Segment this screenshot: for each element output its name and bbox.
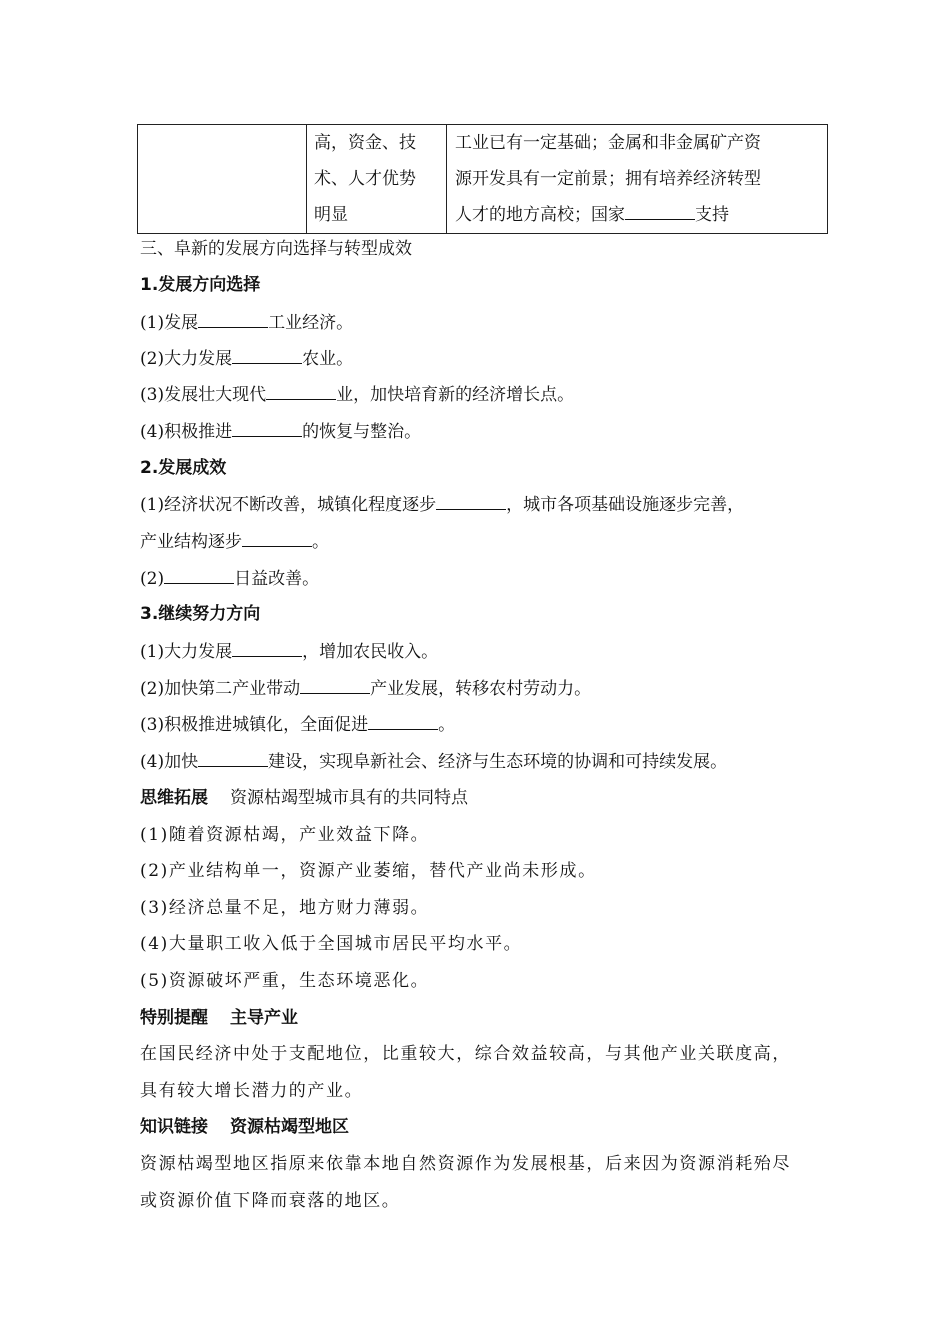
resource-table-fragment: [137, 124, 828, 234]
cell-text: 支持: [695, 205, 729, 225]
text: (4)加快: [140, 752, 199, 772]
paragraph-line: 或资源价值下降而衰落的地区。: [140, 1191, 401, 1211]
fill-blank[interactable]: [242, 529, 312, 547]
paragraph-line: 具有较大增长潜力的产业。: [140, 1081, 364, 1101]
list-item: [140, 382, 574, 407]
box-label: 思维拓展: [140, 788, 208, 808]
list-item: [140, 492, 744, 517]
special-reminder-heading: [140, 1006, 298, 1030]
text: 农业。: [302, 349, 354, 369]
list-item: [140, 346, 353, 371]
fill-blank[interactable]: [266, 382, 336, 400]
box-label: 特别提醒: [140, 1008, 208, 1028]
list-item: [140, 749, 727, 774]
cell-line: 明显: [314, 205, 348, 225]
text: (1)经济状况不断改善，城镇化程度逐步: [140, 495, 437, 515]
text: (1)大力发展: [140, 642, 233, 662]
list-item: (3)经济总量不足，地方财力薄弱。: [140, 898, 430, 918]
box-title: 主导产业: [230, 1008, 298, 1028]
list-item: [140, 566, 319, 591]
fill-blank[interactable]: [368, 712, 438, 730]
table-cell-conditions: [447, 125, 828, 234]
paragraph-line: 资源枯竭型地区指原来依靠本地自然资源作为发展根基，后来因为资源消耗殆尽: [140, 1154, 791, 1174]
subsection-title: 2.发展成效: [140, 458, 227, 478]
fill-blank[interactable]: [198, 310, 268, 328]
fill-blank[interactable]: [300, 676, 370, 694]
section-heading: 三、阜新的发展方向选择与转型成效: [140, 239, 412, 259]
cell-line: 术、人才优势: [314, 169, 416, 189]
text: ，城市各项基础设施逐步完善，: [506, 495, 745, 515]
text: (2)大力发展: [140, 349, 233, 369]
table-row: [138, 125, 828, 234]
table-cell-empty: [138, 125, 307, 234]
fill-blank[interactable]: [232, 639, 302, 657]
text: 业，加快培育新的经济增长点。: [336, 385, 575, 405]
text: 。: [438, 715, 456, 735]
list-item: (2)产业结构单一，资源产业萎缩，替代产业尚未形成。: [140, 861, 597, 881]
box-label: 知识链接: [140, 1117, 208, 1137]
cell-line: [455, 197, 827, 233]
subsection-title: 1.发展方向选择: [140, 275, 261, 295]
text: 。: [312, 532, 329, 552]
fill-blank[interactable]: [232, 419, 302, 437]
list-item: [140, 676, 591, 701]
list-item: [140, 419, 421, 444]
list-item-continuation: [140, 529, 329, 554]
cell-line: 工业已有一定基础；金属和非金属矿产资: [455, 133, 761, 153]
list-item: (5)资源破坏严重，生态环境恶化。: [140, 971, 430, 991]
text: 工业经济。: [268, 313, 354, 333]
table-cell-advantages: [307, 125, 447, 234]
cell-line: 源开发具有一定前景；拥有培养经济转型: [455, 169, 761, 189]
text: (2): [140, 569, 165, 589]
fill-blank[interactable]: [198, 749, 268, 767]
fill-blank[interactable]: [625, 202, 695, 220]
fill-blank[interactable]: [164, 566, 234, 584]
list-item: [140, 712, 455, 737]
list-item: (4)大量职工收入低于全国城市居民平均水平。: [140, 934, 523, 954]
text: (3)积极推进城镇化，全面促进: [140, 715, 369, 735]
thinking-extension-heading: [140, 786, 468, 810]
text: (1)发展: [140, 313, 199, 333]
text: 产业结构逐步: [140, 532, 242, 552]
cell-text: 人才的地方高校；国家: [455, 205, 625, 225]
fill-blank[interactable]: [436, 492, 506, 510]
text: (3)发展壮大现代: [140, 385, 267, 405]
text: 产业发展，转移农村劳动力。: [370, 679, 592, 699]
box-title: 资源枯竭型城市具有的共同特点: [230, 788, 468, 808]
text: 的恢复与整治。: [302, 422, 422, 442]
list-item: [140, 310, 353, 335]
text: ，增加农民收入。: [302, 642, 439, 662]
subsection-title: 3.继续努力方向: [140, 604, 261, 624]
knowledge-link-heading: [140, 1115, 349, 1139]
text: 建设，实现阜新社会、经济与生态环境的协调和可持续发展。: [268, 752, 728, 772]
list-item: (1)随着资源枯竭，产业效益下降。: [140, 825, 430, 845]
fill-blank[interactable]: [232, 346, 302, 364]
text: (4)积极推进: [140, 422, 233, 442]
text: (2)加快第二产业带动: [140, 679, 301, 699]
list-item: [140, 639, 438, 664]
box-title: 资源枯竭型地区: [230, 1117, 349, 1137]
text: 日益改善。: [234, 569, 320, 589]
paragraph-line: 在国民经济中处于支配地位，比重较大，综合效益较高，与其他产业关联度高，: [140, 1044, 791, 1064]
cell-line: 高，资金、技: [314, 133, 416, 153]
